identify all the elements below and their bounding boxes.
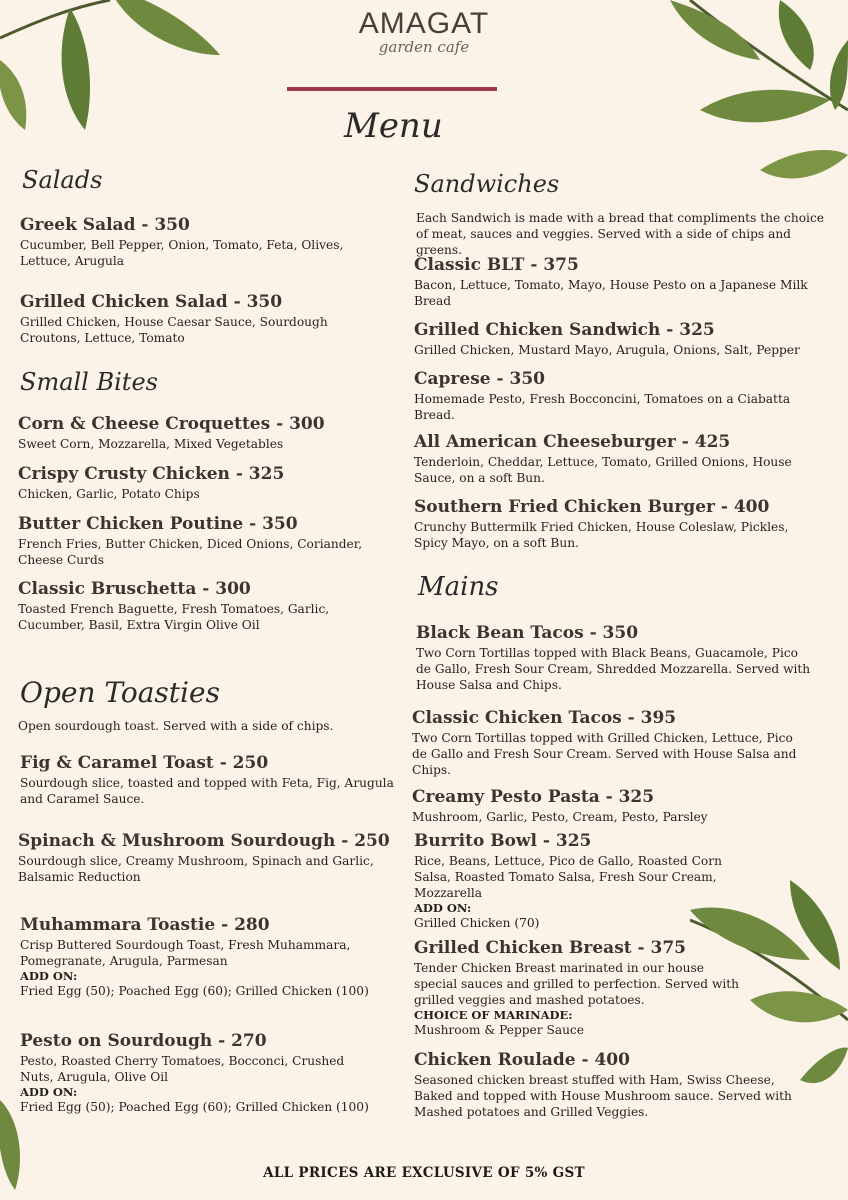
item-desc: Sweet Corn, Mozzarella, Mixed Vegetables — [18, 437, 284, 451]
item-desc: Crisp Buttered Sourdough Toast, Fresh Muhammara, Pomegranate, Arugula, Parmesan — [20, 938, 351, 968]
item-desc: French Fries, Butter Chicken, Diced Onions, Coriander, Cheese Curds — [18, 537, 363, 567]
item-name: Grilled Chicken Breast - 375 — [414, 938, 686, 958]
menu-item-classic-blt — [414, 254, 834, 309]
menu-item-spinach-mushroom-sourdough — [18, 830, 398, 885]
item-name: Grilled Chicken Sandwich - 325 — [414, 320, 715, 340]
menu-item-grilled-chicken-sandwich — [414, 319, 834, 358]
item-desc: Sourdough slice, toasted and topped with Feta, Fig, Arugula and Caramel Sauce. — [20, 776, 394, 806]
menu-item-grilled-chicken-salad — [20, 291, 360, 346]
addon-label: ADD ON: — [20, 969, 78, 983]
item-name: Caprese - 350 — [414, 369, 545, 389]
item-name: Creamy Pesto Pasta - 325 — [412, 787, 655, 807]
item-name: All American Cheeseburger - 425 — [414, 432, 731, 452]
menu-item-southern-fried-chicken-burger — [414, 496, 834, 551]
item-desc: Sourdough slice, Creamy Mushroom, Spinach and Garlic, Balsamic Reduction — [18, 854, 374, 884]
addon-label: ADD ON: — [20, 1085, 78, 1099]
item-desc: Bacon, Lettuce, Tomato, Mayo, House Pesto on a Japanese Milk Bread — [414, 278, 808, 308]
item-name: Muhammara Toastie - 280 — [20, 915, 270, 935]
addon-options: Grilled Chicken (70) — [414, 916, 540, 930]
item-desc: Crunchy Buttermilk Fried Chicken, House Coleslaw, Pickles, Spicy Mayo, on a soft Bun. — [414, 520, 789, 550]
menu-item-chicken-roulade — [414, 1049, 814, 1120]
item-desc: Grilled Chicken, House Caesar Sauce, Sourdough Croutons, Lettuce, Tomato — [20, 315, 328, 345]
item-name: Pesto on Sourdough - 270 — [20, 1031, 267, 1051]
item-name: Classic Bruschetta - 300 — [18, 579, 251, 599]
item-desc: Tenderloin, Cheddar, Lettuce, Tomato, Grilled Onions, House Sauce, on a soft Bun. — [414, 455, 792, 485]
menu-item-grilled-chicken-breast — [414, 937, 754, 1038]
item-name: Grilled Chicken Salad - 350 — [20, 292, 283, 312]
item-desc: Mushroom, Garlic, Pesto, Cream, Pesto, Parsley — [412, 810, 708, 824]
section-intro-sandwiches: Each Sandwich is made with a bread that compliments the choice of meat, sauces and veggies. Served with a side of chips and greens. — [416, 211, 824, 257]
menu-item-all-american-cheeseburger — [414, 431, 834, 486]
item-name: Black Bean Tacos - 350 — [416, 623, 639, 643]
menu-item-black-bean-tacos — [416, 622, 816, 693]
menu-item-crispy-crusty-chicken — [18, 463, 378, 502]
item-desc: Two Corn Tortillas topped with Grilled Chicken, Lettuce, Pico de Gallo and Fresh Sour Cream. Served with House Salsa and Chips. — [412, 731, 797, 777]
menu-item-creamy-pesto-pasta — [412, 786, 812, 825]
menu-item-caprese — [414, 368, 834, 423]
addon-options: Fried Egg (50); Poached Egg (60); Grilled Chicken (100) — [20, 1100, 369, 1114]
item-name: Southern Fried Chicken Burger - 400 — [414, 497, 770, 517]
addon-options: Fried Egg (50); Poached Egg (60); Grilled Chicken (100) — [20, 984, 369, 998]
brand-subtitle: garden cafe — [378, 38, 470, 56]
item-desc: Grilled Chicken, Mustard Mayo, Arugula, Onions, Salt, Pepper — [414, 343, 800, 357]
item-name: Fig & Caramel Toast - 250 — [20, 753, 269, 773]
section-title-small-bites: Small Bites — [20, 368, 158, 396]
item-desc: Pesto, Roasted Cherry Tomatoes, Bocconci, Crushed Nuts, Arugula, Olive Oil — [20, 1054, 345, 1084]
section-title-sandwiches: Sandwiches — [414, 170, 560, 198]
header-divider — [287, 87, 497, 91]
section-title-mains: Mains — [418, 572, 499, 602]
addon-label: ADD ON: — [414, 901, 472, 915]
item-name: Chicken Roulade - 400 — [414, 1050, 630, 1070]
menu-item-classic-chicken-tacos — [412, 707, 812, 778]
item-desc: Two Corn Tortillas topped with Black Beans, Guacamole, Pico de Gallo, Fresh Sour Cream, Shredded Mozzarella. Served with House Salsa and Chips. — [416, 646, 811, 692]
item-desc: Toasted French Baguette, Fresh Tomatoes, Garlic, Cucumber, Basil, Extra Virgin Olive Oil — [18, 602, 330, 632]
section-title-open-toasties: Open Toasties — [20, 676, 220, 709]
item-desc: Chicken, Garlic, Potato Chips — [18, 487, 200, 501]
menu-item-muhammara-toastie — [20, 914, 390, 999]
item-name: Classic Chicken Tacos - 395 — [412, 708, 677, 728]
item-desc: Rice, Beans, Lettuce, Pico de Gallo, Roasted Corn Salsa, Roasted Tomato Salsa, Fresh Sour Cream, Mozzarella — [414, 854, 722, 900]
item-name: Crispy Crusty Chicken - 325 — [18, 464, 285, 484]
item-desc: Tender Chicken Breast marinated in our house special sauces and grilled to perfection. Served with grilled veggies and mashed potatoes. — [414, 961, 740, 1007]
menu-item-burrito-bowl — [414, 830, 734, 931]
item-name: Burrito Bowl - 325 — [414, 831, 592, 851]
menu-item-greek-salad — [20, 214, 390, 269]
brand-name: AMAGAT — [358, 7, 490, 40]
menu-item-pesto-on-sourdough — [20, 1030, 390, 1115]
item-desc: Homemade Pesto, Fresh Bocconcini, Tomatoes on a Ciabatta Bread. — [414, 392, 791, 422]
gst-notice: ALL PRICES ARE EXCLUSIVE OF 5% GST — [263, 1165, 585, 1181]
menu-item-butter-chicken-poutine — [18, 513, 378, 568]
menu-title: Menu — [344, 106, 443, 146]
section-intro-open-toasties: Open sourdough toast. Served with a side of chips. — [18, 719, 334, 733]
item-name: Classic BLT - 375 — [414, 255, 579, 275]
section-title-salads: Salads — [22, 166, 103, 194]
addon-label: CHOICE OF MARINADE: — [414, 1008, 573, 1022]
menu-item-classic-bruschetta — [18, 578, 348, 633]
item-desc: Cucumber, Bell Pepper, Onion, Tomato, Feta, Olives, Lettuce, Arugula — [20, 238, 344, 268]
item-name: Corn & Cheese Croquettes - 300 — [18, 414, 325, 434]
menu-item-corn-cheese-croquettes — [18, 413, 378, 452]
item-name: Greek Salad - 350 — [20, 215, 190, 235]
item-name: Butter Chicken Poutine - 350 — [18, 514, 298, 534]
brand-logo — [0, 8, 848, 56]
item-desc: Seasoned chicken breast stuffed with Ham, Swiss Cheese, Baked and topped with House Mushroom sauce. Served with Mashed potatoes and Grilled Veggies. — [414, 1073, 792, 1119]
menu-item-fig-caramel-toast — [20, 752, 400, 807]
addon-options: Mushroom & Pepper Sauce — [414, 1023, 584, 1037]
item-name: Spinach & Mushroom Sourdough - 250 — [18, 831, 390, 851]
